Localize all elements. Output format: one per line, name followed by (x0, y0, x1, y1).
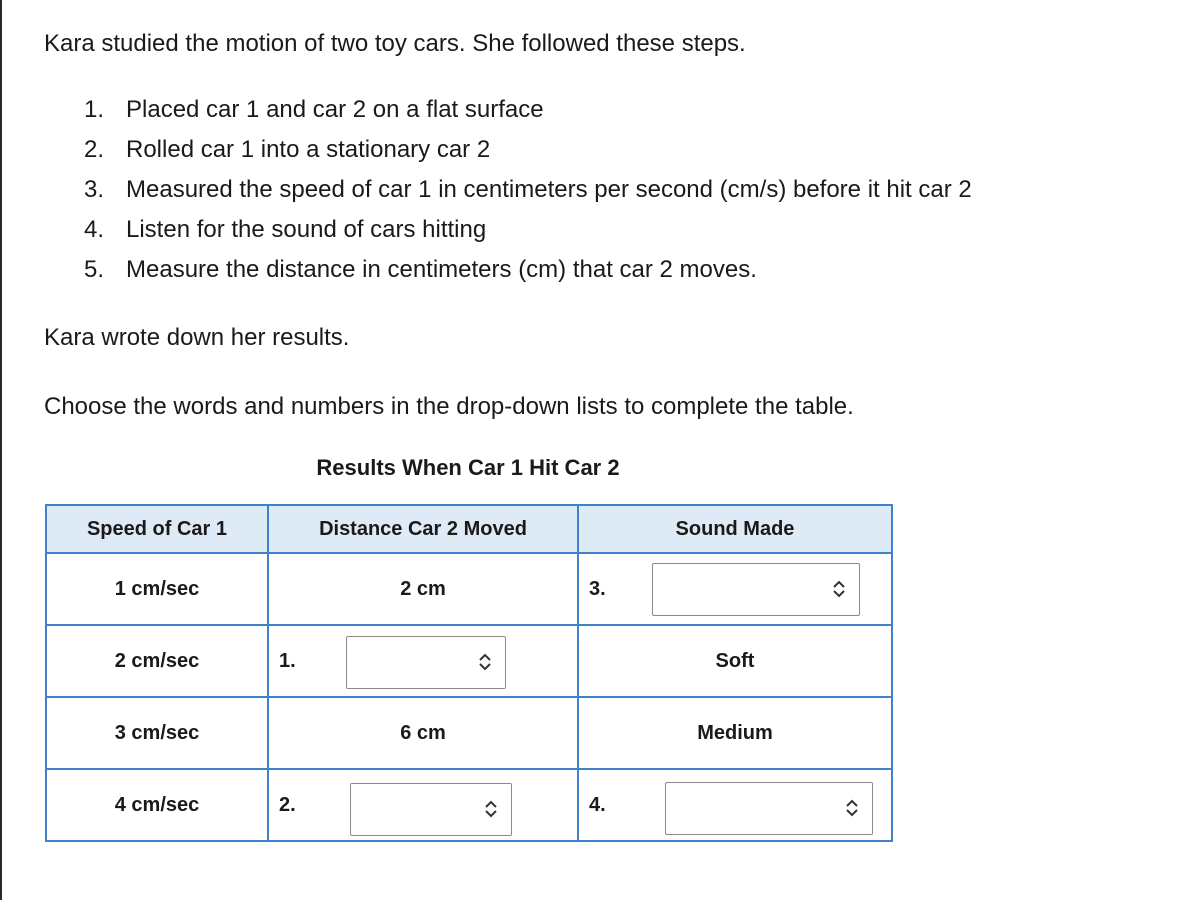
table-title: Results When Car 1 Hit Car 2 (316, 455, 620, 480)
step-number: 2. (84, 136, 105, 163)
results-text: Kara wrote down her results. (44, 324, 350, 351)
sound-cell: Soft (578, 625, 892, 697)
header-sound: Sound Made (578, 505, 892, 553)
blank-3-container (579, 554, 891, 624)
speed-cell: 2 cm/sec (46, 625, 268, 697)
updown-chevron-icon (846, 797, 858, 819)
results-table (45, 504, 893, 842)
intro-text: Kara studied the motion of two toy cars. She followed these steps. (44, 30, 746, 57)
step-text: Measured the speed of car 1 in centimeters per second (cm/s) before it hit car 2 (126, 176, 972, 203)
step-text: Listen for the sound of cars hitting (126, 216, 487, 243)
blank-3-number: 3. (589, 578, 606, 600)
steps-list (84, 94, 972, 294)
sound-dropdown-3[interactable] (652, 563, 860, 616)
sound-cell (578, 769, 892, 841)
instruction-text: Choose the words and numbers in the drop-down lists to complete the table. (44, 393, 854, 420)
step-item (84, 94, 972, 134)
blank-4-container (579, 770, 891, 840)
speed-cell: 3 cm/sec (46, 697, 268, 769)
step-text: Rolled car 1 into a stationary car 2 (126, 136, 491, 163)
step-number: 4. (84, 216, 105, 243)
step-number: 1. (84, 96, 105, 123)
speed-cell: 4 cm/sec (46, 769, 268, 841)
blank-2-number: 2. (279, 794, 296, 816)
speed-cell: 1 cm/sec (46, 553, 268, 625)
left-border (0, 0, 2, 900)
step-item (84, 134, 972, 174)
step-item (84, 254, 972, 294)
table-row (46, 769, 892, 841)
distance-cell: 2 cm (268, 553, 578, 625)
distance-cell (268, 769, 578, 841)
distance-cell: 6 cm (268, 697, 578, 769)
step-text: Placed car 1 and car 2 on a flat surface (126, 96, 544, 123)
blank-1-number: 1. (279, 650, 296, 672)
sound-cell (578, 553, 892, 625)
step-number: 3. (84, 176, 105, 203)
distance-cell (268, 625, 578, 697)
sound-cell: Medium (578, 697, 892, 769)
step-text: Measure the distance in centimeters (cm) that car 2 moves. (126, 256, 757, 283)
step-item (84, 214, 972, 254)
header-distance: Distance Car 2 Moved (268, 505, 578, 553)
step-number: 5. (84, 256, 105, 283)
table-row (46, 553, 892, 625)
header-speed: Speed of Car 1 (46, 505, 268, 553)
distance-dropdown-1[interactable] (346, 636, 506, 689)
distance-dropdown-2[interactable] (350, 783, 512, 836)
blank-4-number: 4. (589, 794, 606, 816)
updown-chevron-icon (485, 798, 497, 820)
sound-dropdown-4[interactable] (665, 782, 873, 835)
updown-chevron-icon (833, 578, 845, 600)
updown-chevron-icon (479, 651, 491, 673)
blank-1-container (269, 626, 577, 696)
blank-2-container (269, 770, 577, 840)
table-header-row (46, 505, 892, 553)
table-row (46, 697, 892, 769)
table-row (46, 625, 892, 697)
step-item (84, 174, 972, 214)
